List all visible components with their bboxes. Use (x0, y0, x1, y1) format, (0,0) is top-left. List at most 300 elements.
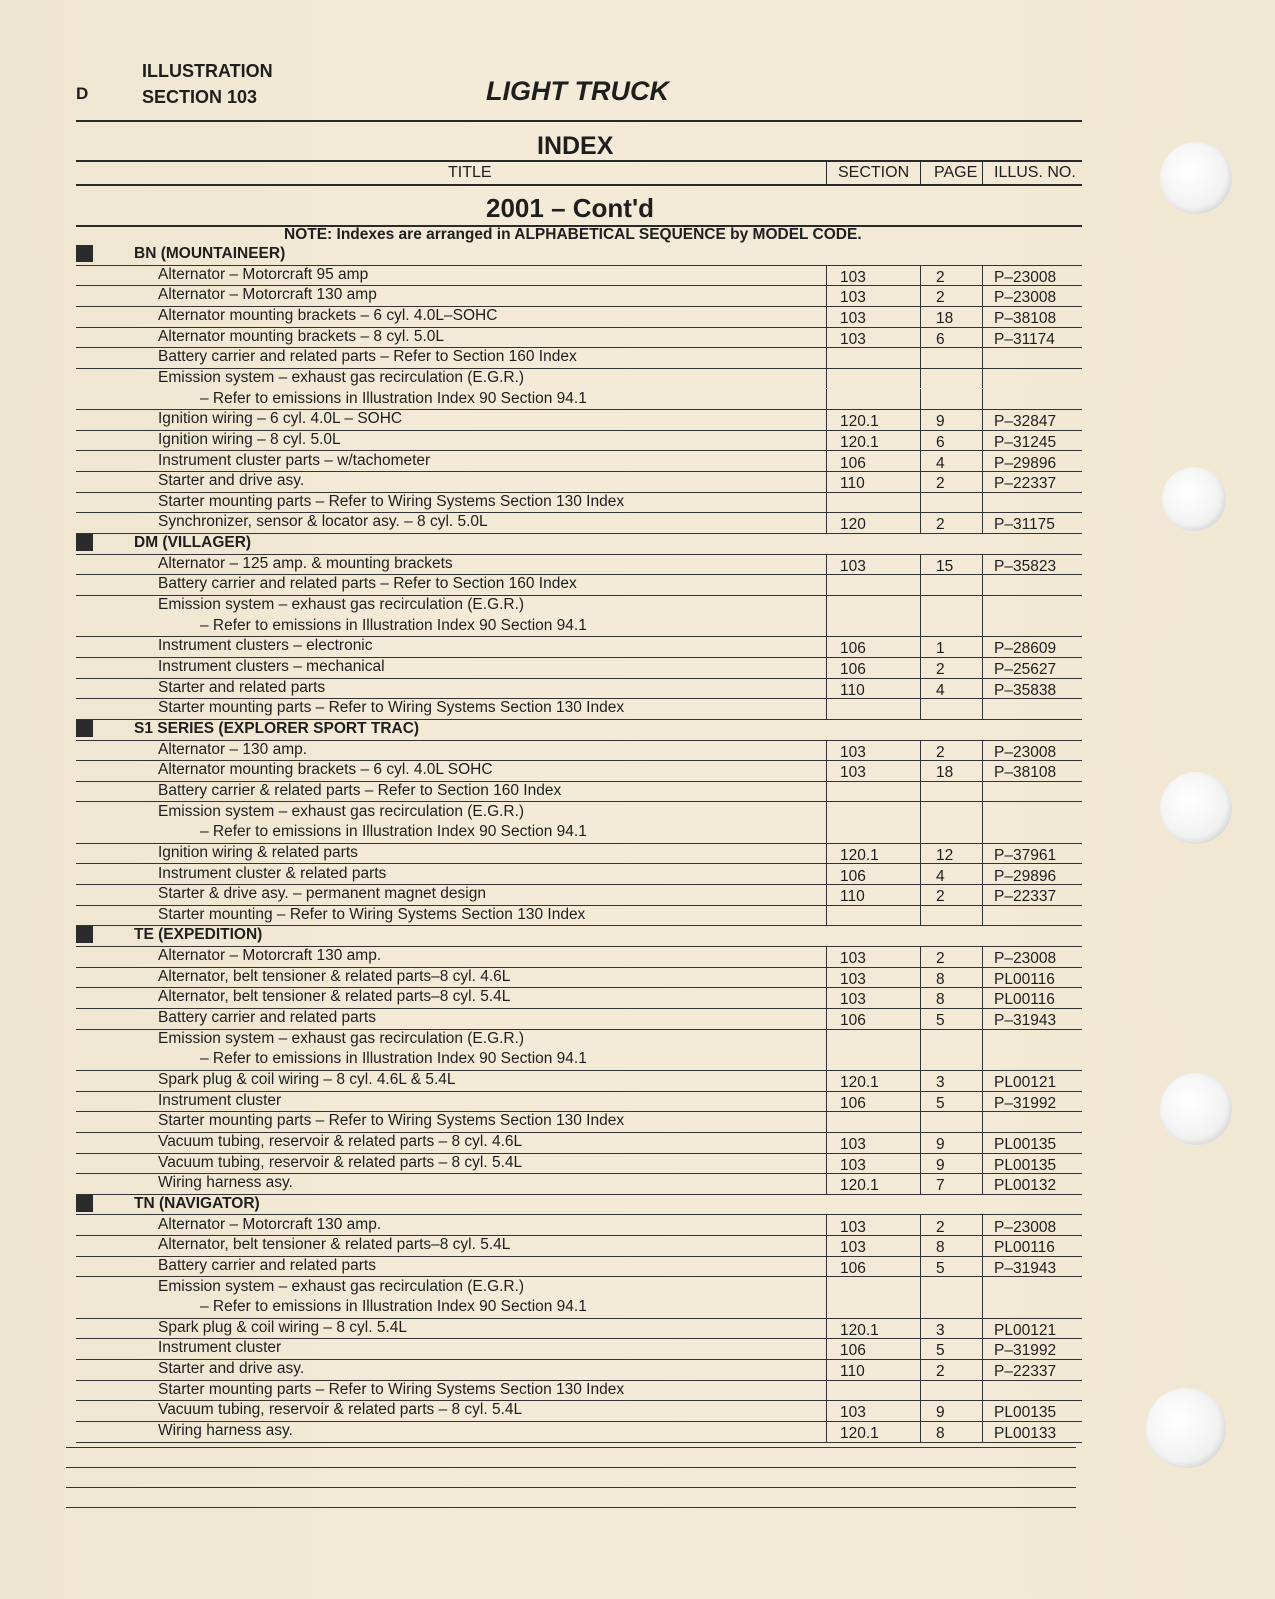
row-illus: P–31992 (994, 1094, 1057, 1112)
row-illus: P–31175 (994, 516, 1055, 534)
table-row (76, 492, 1082, 514)
column-divider (982, 1111, 983, 1132)
table-row (76, 967, 1082, 989)
row-section: 103 (840, 289, 866, 307)
column-divider (982, 1297, 983, 1318)
column-divider (982, 781, 983, 802)
column-illus: ILLUS. NO. (994, 164, 1076, 181)
column-divider (982, 1153, 983, 1174)
row-title: Emission system – exhaust gas recirculation (E.G.R.) (158, 1029, 525, 1047)
column-divider (920, 987, 921, 1008)
row-title: Instrument cluster (158, 1339, 282, 1357)
row-illus: P–37961 (994, 846, 1057, 864)
table-row (76, 389, 1082, 411)
column-divider (982, 1008, 983, 1029)
page-title: LIGHT TRUCK (486, 76, 669, 106)
column-divider (826, 1380, 827, 1401)
row-title: Instrument cluster parts – w/tachometer (158, 451, 431, 469)
column-divider (826, 595, 827, 616)
column-divider (920, 265, 921, 286)
table-row (76, 1029, 1082, 1050)
column-divider (920, 471, 921, 492)
row-page: 12 (936, 846, 954, 864)
row-section: 120.1 (840, 1425, 879, 1443)
column-divider (920, 905, 921, 926)
column-divider (826, 740, 827, 761)
top-rule (76, 120, 1082, 122)
row-page: 3 (936, 1321, 945, 1339)
blank-line (66, 1507, 1076, 1508)
column-divider (920, 1070, 921, 1091)
column-divider (920, 1297, 921, 1318)
row-illus: P–35838 (994, 681, 1057, 699)
column-divider (826, 1132, 827, 1153)
table-row (76, 1008, 1082, 1030)
row-page: 5 (936, 1342, 945, 1360)
column-title: TITLE (448, 164, 492, 181)
column-divider (982, 1215, 983, 1236)
column-divider (982, 678, 983, 699)
row-title: Wiring harness asy. (158, 1174, 293, 1192)
row-illus: PL00135 (994, 1156, 1057, 1174)
row-title: Starter mounting parts – Refer to Wiring Systems Section 130 Index (158, 1380, 625, 1398)
column-page: PAGE (934, 164, 978, 181)
column-divider (826, 554, 827, 575)
row-page: 5 (936, 1259, 945, 1277)
row-title: Emission system – exhaust gas recirculation (E.G.R.) (158, 802, 525, 820)
blank-line (66, 1467, 1076, 1468)
column-divider (920, 1132, 921, 1153)
column-divider (826, 285, 827, 306)
year-heading: 2001 – Cont'd (486, 193, 655, 223)
row-section: 106 (840, 661, 866, 678)
row-illus: P–29896 (994, 454, 1057, 472)
column-divider (920, 1421, 921, 1442)
row-section: 106 (840, 1094, 866, 1112)
row-section: 120 (840, 516, 866, 534)
column-divider (982, 554, 983, 575)
column-divider (982, 864, 983, 885)
column-divider (920, 347, 921, 368)
row-section: 103 (840, 268, 866, 286)
column-divider (826, 409, 827, 430)
row-illus: P–31174 (994, 330, 1055, 348)
column-divider (826, 987, 827, 1008)
column-divider (982, 265, 983, 286)
column-divider (982, 1359, 983, 1380)
table-row (76, 595, 1082, 616)
row-title: Alternator – Motorcraft 130 amp. (158, 1215, 382, 1233)
column-divider (982, 843, 983, 864)
binder-hole (1160, 772, 1232, 844)
column-divider (982, 1256, 983, 1277)
row-title: Alternator – Motorcraft 130 amp (158, 286, 377, 304)
row-title: Alternator – Motorcraft 95 amp (158, 265, 369, 283)
row-section: 103 (840, 970, 866, 988)
column-divider (982, 657, 983, 678)
table-row (76, 740, 1082, 762)
row-illus: P–31245 (994, 433, 1057, 451)
row-title: Battery carrier & related parts – Refer to Section 160 Index (158, 781, 562, 799)
row-illus: PL00132 (994, 1177, 1057, 1195)
row-section: 106 (840, 1012, 866, 1030)
column-header (76, 162, 1082, 186)
row-title: Starter mounting parts – Refer to Wiring Systems Section 130 Index (158, 492, 625, 510)
row-illus: P–31943 (994, 1259, 1057, 1277)
row-page: 8 (936, 970, 945, 988)
column-divider (982, 285, 983, 306)
column-divider (920, 946, 921, 967)
binder-hole (1160, 142, 1232, 214)
row-illus: PL00116 (994, 970, 1055, 988)
column-divider (826, 1256, 827, 1277)
table-row (76, 1091, 1082, 1113)
table-row (76, 451, 1082, 473)
column-divider (982, 1091, 983, 1112)
row-section: 120.1 (840, 1321, 879, 1339)
row-section: 103 (840, 743, 866, 761)
column-divider (920, 430, 921, 451)
row-title: Battery carrier and related parts – Refer to Section 160 Index (158, 575, 577, 593)
column-divider (920, 1091, 921, 1112)
row-illus: PL00135 (994, 1404, 1057, 1422)
row-page: 2 (936, 475, 945, 493)
table-row (76, 1256, 1082, 1278)
column-divider (826, 451, 827, 472)
row-title: – Refer to emissions in Illustration Index 90 Section 94.1 (200, 1050, 587, 1068)
column-divider (982, 946, 983, 967)
row-illus: P–38108 (994, 309, 1057, 327)
row-title: Emission system – exhaust gas recirculation (E.G.R.) (158, 368, 525, 386)
column-divider (826, 1029, 827, 1050)
row-page: 8 (936, 1425, 945, 1443)
group-marker (76, 720, 93, 737)
row-page: 2 (936, 1218, 945, 1236)
column-divider (920, 1029, 921, 1050)
column-divider (982, 636, 983, 657)
table-row (76, 657, 1082, 679)
column-divider (826, 905, 827, 926)
table-row (76, 574, 1082, 596)
row-page: 6 (936, 330, 945, 348)
column-divider (982, 1132, 983, 1153)
column-divider (920, 760, 921, 781)
row-section: 103 (840, 950, 866, 968)
table-row (76, 1132, 1082, 1154)
table-row (76, 1153, 1082, 1175)
column-divider (982, 1070, 983, 1091)
column-divider (826, 1400, 827, 1421)
row-section: 103 (840, 309, 866, 327)
column-divider (982, 512, 983, 533)
row-page: 4 (936, 867, 945, 885)
column-divider (920, 698, 921, 719)
column-divider (920, 1235, 921, 1256)
row-title: Ignition wiring & related parts (158, 843, 358, 861)
column-divider (982, 1380, 983, 1401)
column-divider (920, 864, 921, 885)
table-row (76, 1049, 1082, 1071)
row-page: 9 (936, 1404, 945, 1422)
column-divider (982, 905, 983, 926)
column-divider (826, 430, 827, 451)
column-divider (920, 1215, 921, 1236)
column-divider (982, 822, 983, 843)
row-illus: P–22337 (994, 475, 1057, 493)
column-divider (920, 1380, 921, 1401)
row-page: 8 (936, 991, 945, 1009)
illustration-section-label (142, 58, 273, 110)
column-divider (982, 162, 983, 184)
column-divider (826, 616, 827, 637)
row-page: 15 (936, 557, 954, 575)
table-row (76, 471, 1082, 493)
row-section: 103 (840, 1135, 866, 1153)
row-page: 2 (936, 888, 945, 906)
row-illus: PL00135 (994, 1135, 1057, 1153)
column-divider (920, 451, 921, 472)
row-title: Vacuum tubing, reservoir & related parts – 8 cyl. 5.4L (158, 1401, 523, 1419)
row-page: 2 (936, 268, 945, 286)
column-divider (982, 616, 983, 637)
column-divider (826, 1359, 827, 1380)
row-page: 18 (936, 309, 954, 327)
column-divider (826, 822, 827, 843)
column-divider (826, 327, 827, 348)
blank-line (66, 1447, 1076, 1448)
column-divider (826, 781, 827, 802)
row-title: Alternator, belt tensioner & related parts–8 cyl. 5.4L (158, 1236, 511, 1254)
column-divider (826, 1111, 827, 1132)
column-divider (826, 698, 827, 719)
row-illus: P–38108 (994, 764, 1057, 782)
column-divider (920, 1318, 921, 1339)
binder-hole (1146, 1388, 1226, 1468)
row-page: 18 (936, 764, 954, 782)
column-divider (920, 802, 921, 823)
column-divider (826, 368, 827, 389)
table-row (76, 512, 1082, 534)
group-marker (76, 1195, 93, 1212)
group-title: S1 SERIES (EXPLORER SPORT TRAC) (134, 719, 420, 737)
column-divider (982, 760, 983, 781)
row-page: 8 (936, 1239, 945, 1257)
table-row (76, 1173, 1082, 1195)
column-divider (920, 595, 921, 616)
table-row (76, 781, 1082, 803)
row-title: Starter & drive asy. – permanent magnet design (158, 885, 486, 903)
column-divider (982, 1277, 983, 1298)
table-row (76, 760, 1082, 782)
column-divider (920, 884, 921, 905)
column-divider (826, 471, 827, 492)
table-row (76, 327, 1082, 349)
row-title: Spark plug & coil wiring – 8 cyl. 5.4L (158, 1318, 407, 1336)
side-letter: D (76, 84, 89, 103)
column-divider (920, 967, 921, 988)
row-title: Alternator mounting brackets – 6 cyl. 4.0L SOHC (158, 761, 493, 779)
row-section: 103 (840, 1156, 866, 1174)
row-section: 106 (840, 640, 866, 658)
row-title: – Refer to emissions in Illustration Index 90 Section 94.1 (200, 616, 587, 634)
row-page: 5 (936, 1094, 945, 1112)
column-divider (826, 678, 827, 699)
row-title: Alternator – 130 amp. (158, 740, 308, 758)
binder-hole (1162, 467, 1226, 531)
index-heading: INDEX (537, 132, 614, 160)
column-divider (982, 1173, 983, 1194)
column-divider (826, 1070, 827, 1091)
row-page: 2 (936, 516, 945, 534)
table-row (76, 698, 1082, 720)
table-row (76, 946, 1082, 968)
column-divider (982, 409, 983, 430)
table-row (76, 554, 1082, 576)
column-divider (826, 1215, 827, 1236)
table-row (76, 1338, 1082, 1360)
row-illus: P–23008 (994, 743, 1057, 761)
row-illus: PL00116 (994, 991, 1055, 1009)
blank-line (66, 1487, 1076, 1488)
column-divider (982, 471, 983, 492)
table-row (76, 1400, 1082, 1422)
row-illus: P–23008 (994, 289, 1057, 307)
row-title: Ignition wiring – 8 cyl. 5.0L (158, 430, 341, 448)
row-page: 2 (936, 661, 945, 678)
column-divider (920, 1049, 921, 1070)
row-page: 4 (936, 681, 945, 699)
column-divider (982, 1421, 983, 1442)
row-page: 9 (936, 413, 945, 431)
row-page: 7 (936, 1177, 945, 1195)
group-row (76, 719, 1082, 741)
column-divider (826, 1421, 827, 1442)
table-row (76, 409, 1082, 431)
column-divider (982, 884, 983, 905)
column-divider (982, 1235, 983, 1256)
column-divider (982, 574, 983, 595)
column-divider (826, 389, 827, 410)
row-title: Battery carrier and related parts – Refer to Section 160 Index (158, 348, 577, 366)
column-divider (920, 409, 921, 430)
column-divider (920, 327, 921, 348)
row-page: 9 (936, 1156, 945, 1174)
row-title: – Refer to emissions in Illustration Index 90 Section 94.1 (200, 823, 587, 841)
column-divider (920, 657, 921, 678)
row-illus: P–31943 (994, 1012, 1057, 1030)
table-row (76, 368, 1082, 389)
column-divider (826, 1235, 827, 1256)
row-title: Alternator – Motorcraft 130 amp. (158, 947, 382, 965)
row-title: Emission system – exhaust gas recirculation (E.G.R.) (158, 596, 525, 614)
group-row (76, 244, 1082, 266)
table-row (76, 616, 1082, 638)
row-section: 103 (840, 764, 866, 782)
row-section: 106 (840, 867, 866, 885)
column-divider (920, 843, 921, 864)
row-title: Spark plug & coil wiring – 8 cyl. 4.6L & 5.4L (158, 1071, 456, 1088)
row-title: Alternator – 125 amp. & mounting brackets (158, 554, 453, 572)
table-row (76, 430, 1082, 452)
column-divider (982, 1029, 983, 1050)
column-divider (826, 843, 827, 864)
column-divider (982, 492, 983, 513)
column-divider (920, 1153, 921, 1174)
table-row (76, 843, 1082, 865)
row-title: Alternator, belt tensioner & related parts–8 cyl. 4.6L (158, 967, 511, 985)
row-title: Battery carrier and related parts (158, 1009, 376, 1027)
column-divider (826, 657, 827, 678)
row-section: 103 (840, 1218, 866, 1236)
column-divider (826, 1277, 827, 1298)
group-marker (76, 534, 93, 551)
row-section: 110 (840, 1363, 865, 1381)
column-divider (982, 740, 983, 761)
column-divider (920, 1400, 921, 1421)
row-page: 1 (936, 640, 945, 658)
row-title: Instrument cluster & related parts (158, 864, 387, 882)
row-section: 120.1 (840, 413, 879, 431)
row-page: 9 (936, 1135, 945, 1153)
column-divider (982, 1318, 983, 1339)
row-section: 103 (840, 557, 866, 575)
column-divider (982, 595, 983, 616)
column-divider (826, 574, 827, 595)
row-section: 106 (840, 454, 866, 472)
row-title: Starter and drive asy. (158, 472, 305, 490)
column-divider (826, 512, 827, 533)
row-page: 2 (936, 289, 945, 307)
column-divider (920, 574, 921, 595)
group-title: TN (NAVIGATOR) (134, 1194, 260, 1212)
column-divider (920, 822, 921, 843)
table-row (76, 1235, 1082, 1257)
group-row (76, 533, 1082, 555)
table-row (76, 285, 1082, 307)
column-divider (826, 1153, 827, 1174)
row-title: – Refer to emissions in Illustration Index 90 Section 94.1 (200, 389, 587, 407)
row-section: 103 (840, 1404, 866, 1422)
column-divider (826, 1318, 827, 1339)
column-divider (982, 368, 983, 389)
column-divider (826, 1297, 827, 1318)
row-title: Alternator, belt tensioner & related parts–8 cyl. 5.4L (158, 988, 511, 1006)
row-illus: P–29896 (994, 867, 1057, 885)
column-divider (920, 492, 921, 513)
table-row (76, 1318, 1082, 1340)
group-marker (76, 245, 93, 262)
row-illus: P–23008 (994, 1218, 1057, 1236)
column-divider (920, 368, 921, 389)
column-divider (920, 1008, 921, 1029)
row-section: 110 (840, 475, 865, 493)
column-divider (920, 162, 921, 184)
row-title: Starter and related parts (158, 678, 326, 696)
table-row (76, 1297, 1082, 1319)
table-row (76, 987, 1082, 1009)
column-divider (826, 636, 827, 657)
column-divider (920, 636, 921, 657)
column-divider (982, 1049, 983, 1070)
section-label: SECTION 103 (142, 87, 258, 107)
row-section: 106 (840, 1342, 866, 1360)
column-divider (920, 678, 921, 699)
column-divider (982, 389, 983, 410)
table-row (76, 1359, 1082, 1381)
column-divider (920, 512, 921, 533)
row-illus: P–23008 (994, 950, 1057, 968)
row-section: 120.1 (840, 1074, 879, 1091)
